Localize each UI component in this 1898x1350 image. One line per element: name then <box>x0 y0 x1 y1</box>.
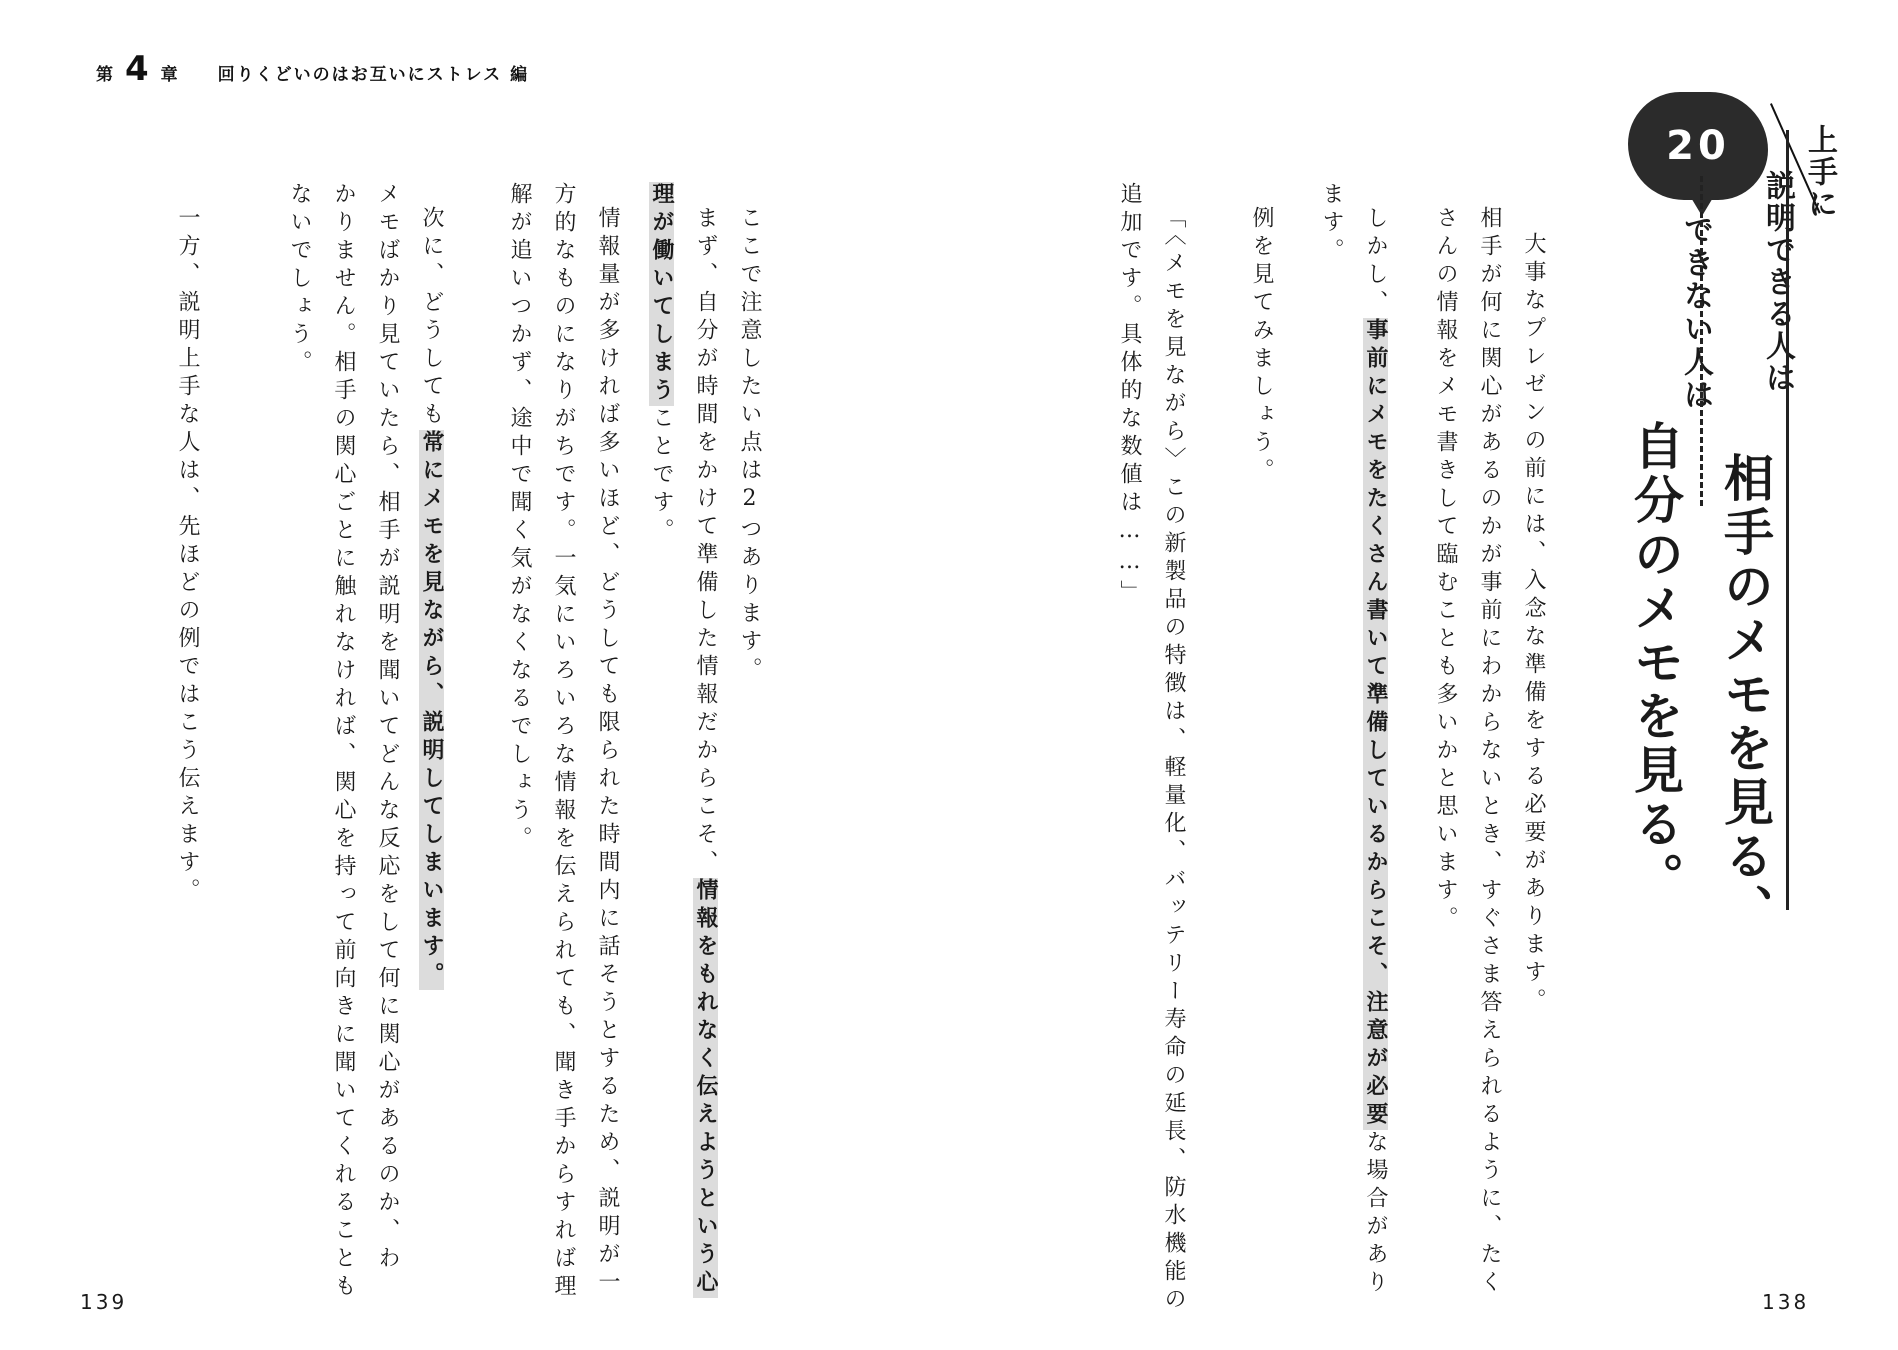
chapter-title: 回りくどいのはお互いにストレス 編 <box>217 65 530 85</box>
left-p2-highlight-2: 理が働いてしまう <box>649 182 674 406</box>
left-p2-line2 <box>650 182 672 546</box>
left-p4-highlight: 常にメモを見ながら、説明してしまいます。 <box>419 430 444 990</box>
title-large-2: 自分のメモを見る。 <box>1626 420 1684 906</box>
left-p4-line2: メモばかり見ていたら、相手が説明を聞いてどんな反応をして何に関心があるのか、わ <box>375 182 400 1274</box>
chapter-suffix: 章 <box>160 65 180 85</box>
left-p2-pre: まず、自分が時間をかけて準備した情報だからこそ、 <box>693 206 718 878</box>
left-p4-line3: かりません。相手の関心ごとに触れなければ、関心を持って前向きに聞いてくれることも <box>331 182 356 1302</box>
title-rule-dashed <box>1700 176 1703 506</box>
left-p1: ここで注意したい点は2つあります。 <box>737 206 762 685</box>
title-large-1: 相手のメモを見る、 <box>1716 452 1774 938</box>
topic-number-badge <box>1628 92 1768 200</box>
left-p4-line4: ないでしょう。 <box>287 182 312 378</box>
right-p2-highlight-1: 事前にメモをたくさん書いて準備しているからこそ、 <box>1363 318 1388 990</box>
title-small-2: 説明できる人は <box>1760 170 1795 394</box>
right-p2-highlight-2: 注意が必要 <box>1363 990 1388 1130</box>
right-p2-post: な場合があり <box>1363 1130 1388 1298</box>
right-p2-pre: しかし、 <box>1363 206 1388 318</box>
right-p1-line3: さんの情報をメモ書きして臨むことも多いかと思います。 <box>1433 206 1458 934</box>
right-p1-line1: 大事なプレゼンの前には、入念な準備をする必要があります。 <box>1521 232 1546 1016</box>
right-p1-line2: 相手が何に関心があるのかが事前にわからないとき、すぐさま答えられるように、たく <box>1477 206 1502 1298</box>
left-p2-highlight-1: 情報をもれなく伝えようという心 <box>693 878 718 1298</box>
left-p2-post: ことです。 <box>649 406 674 546</box>
chapter-number: 4 <box>125 49 151 89</box>
page-number-right: 138 <box>1762 1290 1810 1314</box>
left-p2-line1 <box>694 206 716 1298</box>
right-p2-line2: ます。 <box>1319 182 1344 266</box>
topic-number: 20 <box>1666 123 1730 169</box>
right-p4-line1: 「〈メモを見ながら〉この新製品の特徴は、軽量化、バッテリー寿命の延長、防水機能の <box>1161 206 1186 1315</box>
left-p4-pre: 次に、どうしても <box>419 206 444 430</box>
chapter-prefix: 第 <box>96 65 115 85</box>
title-small-3: できない人は <box>1678 214 1713 412</box>
left-p3-line2: 方的なものになりがちです。一気にいろいろな情報を伝えられても、聞き手からすれば理 <box>551 182 576 1302</box>
page-number-left: 139 <box>80 1290 128 1314</box>
right-p2-line1 <box>1364 206 1386 1298</box>
left-p3-line1: 情報量が多ければ多いほど、どうしても限られた時間内に話そうとするため、説明が一 <box>595 206 620 1298</box>
title-small-1: 上手に <box>1802 124 1837 220</box>
running-header <box>96 49 530 89</box>
right-p3: 例を見てみましょう。 <box>1249 206 1274 486</box>
left-p3-line3: 解が追いつかず、途中で聞く気がなくなるでしょう。 <box>507 182 532 854</box>
left-p5: 一方、説明上手な人は、先ほどの例ではこう伝えます。 <box>175 206 200 906</box>
left-p4-line1 <box>420 206 442 990</box>
title-rule-solid <box>1786 130 1789 910</box>
right-p4-line2: 追加です。具体的な数値は……」 <box>1117 182 1142 608</box>
